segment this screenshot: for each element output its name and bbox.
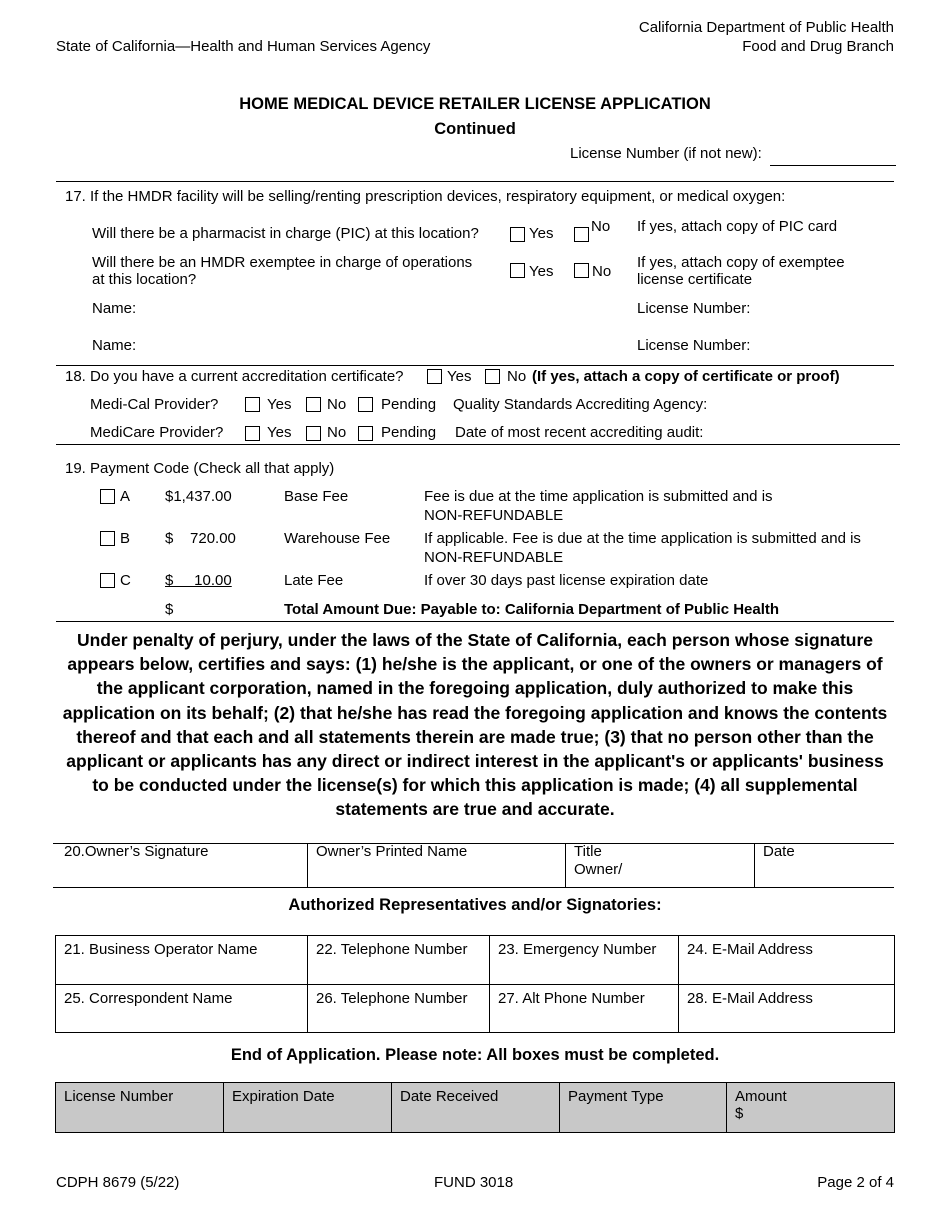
owner-printed-name-field[interactable]: Owner’s Printed Name xyxy=(316,843,468,860)
payment-description: Fee is due at the time application is submitted and is xyxy=(424,488,773,505)
license-number-label-1: License Number: xyxy=(637,300,751,317)
payment-amount: $ 720.00 xyxy=(165,530,236,547)
owner-signature-field[interactable]: 20.Owner’s Signature xyxy=(64,843,209,860)
office-amount-dollar: $ xyxy=(735,1105,744,1122)
pic-note: If yes, attach copy of PIC card xyxy=(637,218,838,235)
payment-amount: $1,437.00 xyxy=(165,488,232,505)
payment-fee-name: Late Fee xyxy=(284,572,344,589)
payment-amount: $ 10.00 xyxy=(165,572,232,589)
name-label-2: Name: xyxy=(92,337,137,354)
correspondent-telephone-field[interactable]: 26. Telephone Number xyxy=(308,985,490,1033)
medicare-pending-label: Pending xyxy=(381,424,437,441)
pic-yes-label: Yes xyxy=(529,225,554,242)
medical-yes-label: Yes xyxy=(267,396,292,413)
office-payment-type-cell: Payment Type xyxy=(560,1083,727,1133)
total-dollar-sign: $ xyxy=(165,601,174,618)
payment-description-2: NON-REFUNDABLE xyxy=(424,507,564,524)
accreditation-no-checkbox[interactable] xyxy=(485,369,500,384)
pic-no-checkbox[interactable] xyxy=(574,227,589,242)
medicare-no-label: No xyxy=(327,424,347,441)
audit-date-label: Date of most recent accrediting audit: xyxy=(455,424,704,441)
representatives-table xyxy=(55,935,895,1033)
accreditation-no-label: No xyxy=(507,368,527,385)
telephone-number-field[interactable]: 22. Telephone Number xyxy=(308,936,490,985)
office-amount-cell xyxy=(727,1083,895,1133)
office-expiration-date-cell: Expiration Date xyxy=(224,1083,392,1133)
correspondent-name-field[interactable]: 25. Correspondent Name xyxy=(56,985,308,1033)
alt-phone-number-field[interactable]: 27. Alt Phone Number xyxy=(490,985,679,1033)
pic-no-label: No xyxy=(591,218,611,235)
owner-title-label[interactable]: Title xyxy=(574,843,602,860)
license-number-label-2: License Number: xyxy=(637,337,751,354)
end-of-application-note: End of Application. Please note: All boxes must be completed. xyxy=(230,1046,720,1064)
representatives-heading: Authorized Representatives and/or Signatories: xyxy=(288,896,662,914)
business-operator-name-field[interactable]: 21. Business Operator Name xyxy=(56,936,308,985)
exemptee-note-line1: If yes, attach copy of exemptee xyxy=(637,254,845,271)
email-address-field[interactable]: 24. E-Mail Address xyxy=(679,936,895,985)
divider xyxy=(56,181,894,182)
branch-name: Food and Drug Branch xyxy=(742,38,894,55)
payment-description-2: NON-REFUNDABLE xyxy=(424,549,564,566)
exemptee-question-line1: Will there be an HMDR exemptee in charge of operations xyxy=(92,254,473,271)
payment-description: If applicable. Fee is due at the time application is submitted and is xyxy=(424,530,861,547)
table-row xyxy=(56,1083,895,1133)
medicare-yes-checkbox[interactable] xyxy=(245,426,260,441)
license-number-label: License Number (if not new): xyxy=(570,145,762,162)
certification-statement: Under penalty of perjury, under the laws of the State of California, each person whose signature appears below, certifies and says: (1) he/she is the applicant, or one of the owners or managers of the applicant corporation, named in the foregoing application, duly authorized to make this application on its behalf; (2) that he/she has read the foregoing application and knows the contents thereof and that each and all statements therein are made true; (3) that no person other than the applicant or applicants has any direct or indirect interest in the applicant's or applicants' business to be conducted under the license(s) for which this application is made; (4) all supplemental statements are true and accurate. xyxy=(62,630,888,820)
table-row xyxy=(56,936,895,985)
medicare-no-checkbox[interactable] xyxy=(306,426,321,441)
table-row xyxy=(56,985,895,1033)
payment-a-checkbox[interactable] xyxy=(100,489,115,504)
payment-fee-name: Base Fee xyxy=(284,488,349,505)
exemptee-note-line2: license certificate xyxy=(637,271,753,288)
name-label-1: Name: xyxy=(92,300,137,317)
exemptee-no-checkbox[interactable] xyxy=(574,263,589,278)
office-date-received-cell: Date Received xyxy=(392,1083,560,1133)
exemptee-yes-label: Yes xyxy=(529,263,554,280)
medicare-provider-label: MediCare Provider? xyxy=(90,424,224,441)
accreditation-note: (If yes, attach a copy of certificate or proof) xyxy=(532,368,840,385)
medical-provider-label: Medi-Cal Provider? xyxy=(90,396,219,413)
divider xyxy=(56,365,894,366)
signature-date-field[interactable]: Date xyxy=(763,843,795,860)
medical-pending-label: Pending xyxy=(381,396,437,413)
exemptee-question-line2: at this location? xyxy=(92,271,197,288)
payment-b-checkbox[interactable] xyxy=(100,531,115,546)
form-title: HOME MEDICAL DEVICE RETAILER LICENSE APPLICATION xyxy=(239,95,711,113)
emergency-number-field[interactable]: 23. Emergency Number xyxy=(490,936,679,985)
department-name: California Department of Public Health xyxy=(638,19,894,36)
divider xyxy=(754,843,755,887)
accreditation-yes-label: Yes xyxy=(447,368,472,385)
office-amount-label: Amount xyxy=(735,1088,787,1105)
q17-question: 17. If the HMDR facility will be selling/renting prescription devices, respiratory equipment, or medical oxygen: xyxy=(65,188,786,205)
medical-no-checkbox[interactable] xyxy=(306,397,321,412)
q18-question: 18. Do you have a current accreditation certificate? xyxy=(65,368,404,385)
payment-code: B xyxy=(120,530,131,547)
q19-title: 19. Payment Code (Check all that apply) xyxy=(65,460,335,477)
payment-code: C xyxy=(120,572,131,589)
medical-pending-checkbox[interactable] xyxy=(358,397,373,412)
office-use-table xyxy=(55,1082,895,1133)
fund-code: FUND 3018 xyxy=(434,1174,514,1191)
medicare-yes-label: Yes xyxy=(267,424,292,441)
owner-title-value: Owner/ xyxy=(574,861,623,878)
medical-yes-checkbox[interactable] xyxy=(245,397,260,412)
quality-agency-label: Quality Standards Accrediting Agency: xyxy=(453,396,708,413)
payment-description: If over 30 days past license expiration date xyxy=(424,572,709,589)
license-number-input-line[interactable] xyxy=(770,165,896,166)
page-number: Page 2 of 4 xyxy=(817,1174,894,1191)
divider xyxy=(565,843,566,887)
exemptee-no-label: No xyxy=(592,263,612,280)
payment-code: A xyxy=(120,488,131,505)
pic-question: Will there be a pharmacist in charge (PIC) at this location? xyxy=(92,225,479,242)
exemptee-yes-checkbox[interactable] xyxy=(510,263,525,278)
pic-yes-checkbox[interactable] xyxy=(510,227,525,242)
payment-fee-name: Warehouse Fee xyxy=(284,530,391,547)
divider xyxy=(56,444,900,445)
divider xyxy=(56,621,894,622)
form-id: CDPH 8679 (5/22) xyxy=(56,1174,180,1191)
form-subtitle: Continued xyxy=(434,120,516,138)
medical-no-label: No xyxy=(327,396,347,413)
correspondent-email-field[interactable]: 28. E-Mail Address xyxy=(679,985,895,1033)
payment-c-checkbox[interactable] xyxy=(100,573,115,588)
divider xyxy=(307,843,308,887)
signature-row-bottom-line xyxy=(53,887,894,888)
office-license-number-cell: License Number xyxy=(56,1083,224,1133)
agency-name: State of California—Health and Human Services Agency xyxy=(56,38,431,55)
accreditation-yes-checkbox[interactable] xyxy=(427,369,442,384)
total-amount-due-label: Total Amount Due: Payable to: California Department of Public Health xyxy=(284,601,780,618)
medicare-pending-checkbox[interactable] xyxy=(358,426,373,441)
